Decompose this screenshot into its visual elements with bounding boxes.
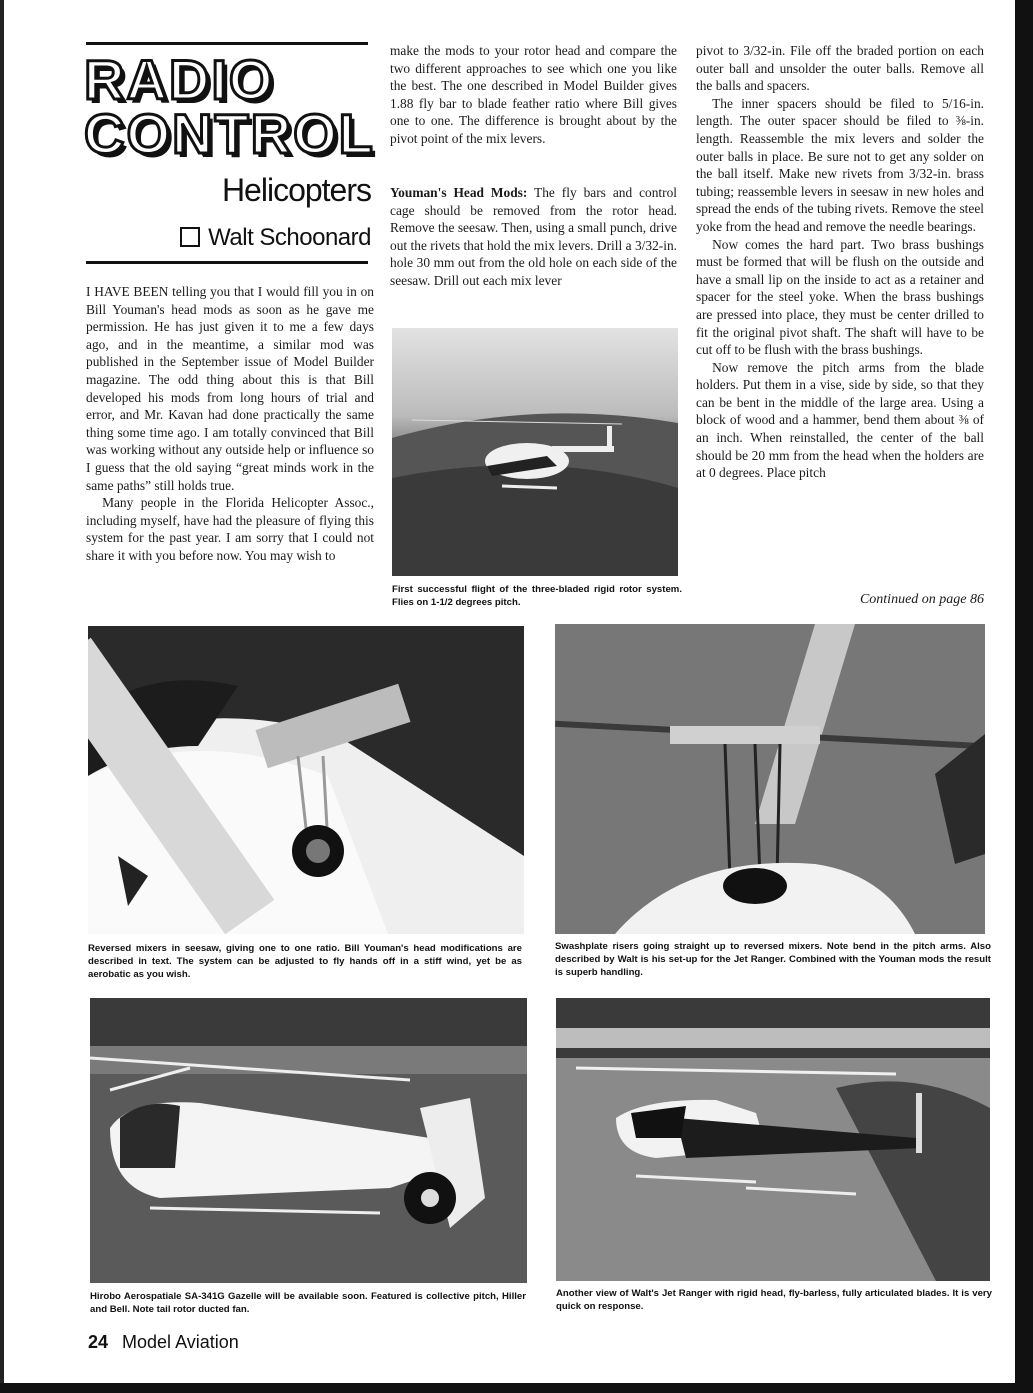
masthead-top-rule [86, 42, 368, 45]
checkbox-square-icon [180, 227, 200, 247]
article-paragraph: Now comes the hard part. Two brass bushings must be formed that will be flush on the outside and have a small lip on the inside to act as a retainer and spacer for the steel yoke. When the brass bushings are pressed into place, they must be center drilled to fit the original pivot shaft. The shaft will have to be cut off to be flush with the brass bushings. [696, 236, 984, 358]
author-byline [180, 224, 371, 252]
article-paragraph [390, 184, 677, 290]
article-paragraph: make the mods to your rotor head and compare the two different approaches to see which one you like the best. The one described in Model Builder gives 1.88 fly bar to blade feather ratio where Bill gives one to one. The difference is brought about by the pivot point of the mix levers. [390, 43, 677, 146]
photo-caption: Another view of Walt's Jet Ranger with rigid head, fly-barless, fully articulated blades. It is very quick on response. [556, 1288, 992, 1312]
section-body-text: The fly bars and control cage should be removed from the rotor head. Remove the seesaw. Then, using a small punch, drive out the rivets that hold the mix levers. Drill a 3/32-in. hole 30 mm out from the old hole on each side of the seesaw. Drill out each mix lever [390, 185, 677, 288]
photo-caption: Reversed mixers in seesaw, giving one to one ratio. Bill Youman's head modifications are described in text. The system can be adjusted to fly hands off in a stiff wind, yet be as aerobatic as you wish. [88, 943, 522, 980]
section-runin-heading: Youman's Head Mods: [390, 185, 528, 200]
page-edge-bottom [0, 1383, 1033, 1393]
page-footer [88, 1332, 239, 1353]
page-edge-left [0, 0, 4, 1393]
article-paragraph: I HAVE BEEN telling you that I would fill you in on Bill Youman's head mods as soon as he gave me permission. He has just given it to me a few days ago, and in the meantime, a similar mod was published in the September issue of Model Builder magazine. The odd thing about this is that Bill developed his mods from long hours of trial and error, and Mr. Kavan had done practically the same thing some time ago. I am totally convinced that Bill was working without any outside help or influence so I guess that the old saying “great minds work in the same paths” still holds true. [86, 284, 374, 493]
article-column-2-top [390, 42, 677, 148]
article-paragraph: The inner spacers should be filed to 5/16-in. length. The outer spacer should be filed to ⅜-in. length. Reassemble the mix levers and solder the outer balls in place. Be sure not to get any solder on the ball itself. Make new rivets from 3/32-in. brass tubing; reassemble levers in seesaw in new holes and spread the ends of the tubing rivets. Remove the steel yoke from the head and remove the needle bearings. [696, 95, 984, 234]
author-name: Walt Schoonard [208, 224, 371, 251]
photo-caption: Hirobo Aerospatiale SA-341G Gazelle will be available soon. Featured is collective pitch, Hiller and Bell. Note tail rotor ducted fan. [90, 1291, 526, 1315]
masthead-bottom-rule [86, 261, 368, 264]
article-paragraph: Now remove the pitch arms from the blade holders. Put them in a vise, side by side, so that they can be bent in the middle of the large area. Using a block of wood and a hammer, bend them about ⅜ of an inch. When reinstalled, the center of the ball should be 20 mm from the head when the holders are at 0 degrees. Place pitch [696, 359, 984, 481]
masthead-title-line1: RADIO [84, 48, 275, 111]
section-subtitle: Helicopters [221, 172, 371, 208]
photo-seesaw-mixers [88, 626, 524, 934]
article-paragraph: Many people in the Florida Helicopter Assoc., including myself, have had the pleasure of flying this system for the past year. I am sorry that I could not share it with you before now. You may wish to [86, 495, 374, 563]
page-number: 24 [88, 1332, 109, 1352]
photo-swashplate-risers [555, 624, 985, 934]
photo-caption: Swashplate risers going straight up to reversed mixers. Note bend in the pitch arms. Also described by Walt is his set-up for the Jet Ranger. Combined with the Youman mods the result is superb handling. [555, 941, 991, 978]
photo-caption: First successful flight of the three-bladed rigid rotor system. Flies on 1-1/2 degrees pitch. [392, 584, 682, 608]
article-column-2-section [390, 184, 677, 290]
magazine-name: Model Aviation [122, 1332, 239, 1352]
article-column-1 [86, 283, 374, 565]
photo-gazelle-helicopter [90, 998, 527, 1283]
article-paragraph: pivot to 3/32-in. File off the braded portion on each outer ball and unsolder the outer balls. Remove all the balls and spacers. [696, 43, 984, 94]
page-edge-right [1015, 0, 1033, 1393]
continued-note: Continued on page 86 [859, 592, 984, 607]
article-column-3 [696, 42, 984, 482]
photo-helicopter-flight [392, 328, 678, 576]
photo-jet-ranger [556, 998, 990, 1281]
masthead-title-line2: CONTROL [84, 102, 375, 165]
